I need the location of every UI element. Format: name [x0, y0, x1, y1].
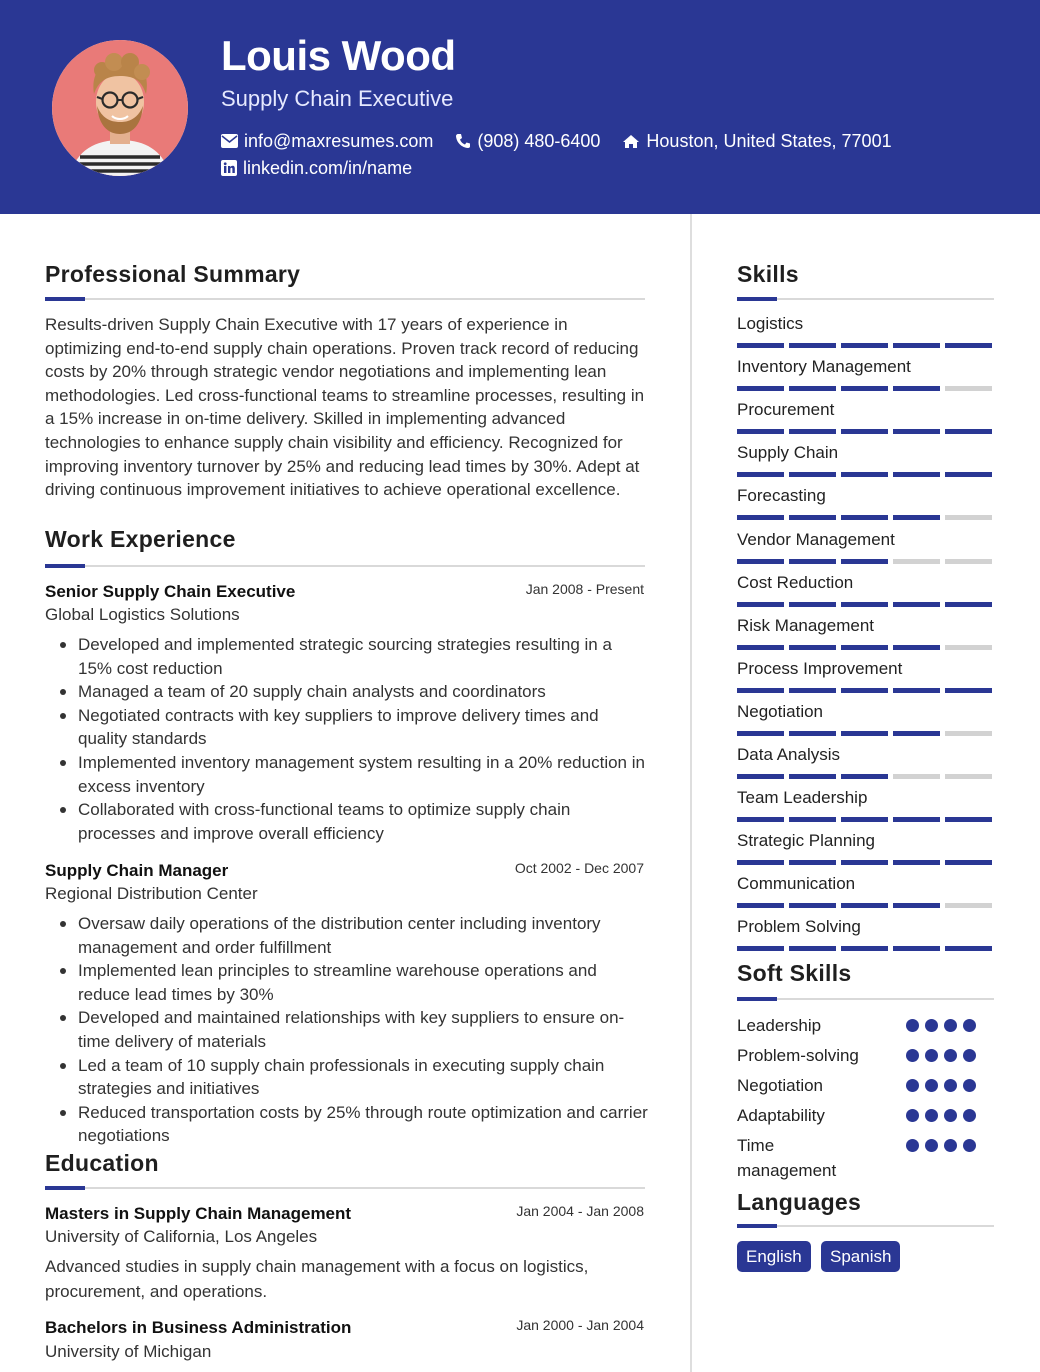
skill-level-segment: [789, 731, 836, 736]
skill-level-segment: [737, 860, 784, 865]
rating-dot: [963, 1109, 976, 1122]
skill-level-segment: [841, 860, 888, 865]
skill-name: Communication: [737, 874, 856, 894]
contact-row: [221, 130, 914, 152]
education-rule: [45, 1187, 645, 1189]
soft-skill-name: Problem-solving: [737, 1046, 859, 1065]
phone-text: (908) 480-6400: [477, 130, 601, 151]
summary-text: Results-driven Supply Chain Executive with 17 years of experience in optimizing end-to-end supply chain operations. Proven track record of reducing costs by 20% through strategic vendor negotiations and implementing lean methodologies. Led cross-functional teams to streamline processes, resulting in a 15% increase in on-time delivery. Skilled in implementing advanced technologies to enhance supply chain visibility and efficiency. Recognized for improving inventory turnover by 25% and reducing lead times by 30%. Adept at driving continuous improvement initiatives to achieve operational excellence.: [45, 315, 645, 500]
skill-level-segment: [893, 472, 940, 477]
skill-level-segment: [945, 429, 992, 434]
location-text: Houston, United States, 77001: [646, 130, 892, 151]
skill-level-segment: [893, 602, 940, 607]
rating-dot: [925, 1079, 938, 1092]
skill-level-segment: [789, 472, 836, 477]
skill-level-segment: [841, 903, 888, 908]
skill-level-segment: [737, 817, 784, 822]
rating-dot: [963, 1049, 976, 1062]
language-badge: English: [737, 1241, 811, 1272]
skill-level-segment: [789, 645, 836, 650]
skills-heading: Skills: [737, 261, 799, 287]
skill-level-segment: [945, 688, 992, 693]
job-title: Senior Supply Chain Executive: [45, 582, 296, 601]
skill-name: Risk Management: [737, 615, 875, 635]
skill-level-segment: [893, 515, 940, 520]
list-item: Managed a team of 20 supply chain analysts and coordinators: [78, 680, 648, 704]
soft-skills-rule: [737, 998, 994, 1000]
skill-level-segment: [893, 731, 940, 736]
skill-level-bar: [737, 860, 993, 865]
skill-level-segment: [945, 903, 992, 908]
skill-level-segment: [789, 946, 836, 951]
degree-description: Advanced studies in supply chain management with a focus on logistics, procurement, and operations.: [45, 1257, 589, 1301]
list-item: Reduced transportation costs by 25% through route optimization and carrier negotiations: [78, 1101, 648, 1148]
skill-name: Data Analysis: [737, 745, 840, 764]
skill-level-segment: [737, 343, 784, 348]
skill-level-segment: [893, 429, 940, 434]
skill-level-segment: [893, 817, 940, 822]
skill-level-segment: [945, 645, 992, 650]
skill-level-bar: [737, 472, 993, 477]
rating-dot: [963, 1139, 976, 1152]
skill-level-bar: [737, 903, 993, 908]
skill-level-bar: [737, 774, 993, 779]
skill-level-segment: [893, 946, 940, 951]
rating-dot: [963, 1019, 976, 1032]
list-item: Negotiated contracts with key suppliers to improve delivery times and quality standards: [78, 704, 648, 751]
skill-level-segment: [789, 817, 836, 822]
rating-dot: [906, 1049, 919, 1062]
job-company: Global Logistics Solutions: [45, 605, 240, 624]
skill-name: Forecasting: [737, 486, 826, 506]
skill-level-segment: [945, 559, 992, 564]
rating-dot: [944, 1049, 957, 1062]
languages-rule: [737, 1225, 994, 1227]
skill-level-bar: [737, 688, 993, 693]
education-heading: Education: [45, 1150, 159, 1176]
rating-dot: [925, 1139, 938, 1152]
skill-level-bar: [737, 515, 993, 520]
soft-skill-name: Time management: [737, 1136, 837, 1180]
skill-level-segment: [945, 386, 992, 391]
linkedin-text: linkedin.com/in/name: [243, 157, 413, 178]
skill-level-segment: [737, 515, 784, 520]
skill-level-segment: [893, 559, 940, 564]
skill-level-bar: [737, 386, 993, 391]
rating-dot: [944, 1109, 957, 1122]
job-bullets: [78, 912, 648, 1148]
job-company: Regional Distribution Center: [45, 884, 258, 903]
job-dates: Jan 2008 - Present: [525, 581, 644, 597]
skill-level-bar: [737, 429, 993, 434]
rating-dot: [906, 1079, 919, 1092]
skill-level-segment: [789, 688, 836, 693]
soft-skill-name: Adaptability: [737, 1106, 825, 1125]
skill-level-bar: [737, 343, 993, 348]
skill-level-segment: [789, 386, 836, 391]
skill-level-segment: [737, 429, 784, 434]
experience-heading: Work Experience: [45, 526, 236, 552]
profile-photo: [52, 40, 188, 176]
skill-level-segment: [841, 429, 888, 434]
skill-level-segment: [945, 774, 992, 779]
skill-level-segment: [841, 774, 888, 779]
language-badge: Spanish: [821, 1241, 900, 1272]
skill-level-segment: [737, 688, 784, 693]
skill-name: Vendor Management: [737, 529, 895, 549]
soft-skills-heading: Soft Skills: [737, 960, 852, 986]
skill-level-segment: [945, 817, 992, 822]
skill-name: Strategic Planning: [737, 831, 875, 851]
rating-dot: [944, 1019, 957, 1032]
skill-level-segment: [945, 343, 992, 348]
skill-level-segment: [841, 817, 888, 822]
skill-level-segment: [841, 946, 888, 951]
skill-level-segment: [841, 645, 888, 650]
skill-level-segment: [893, 860, 940, 865]
skill-level-segment: [945, 515, 992, 520]
skill-name: Team Leadership: [737, 788, 868, 808]
degree-title: Masters in Supply Chain Management: [45, 1204, 352, 1223]
list-item: Developed and implemented strategic sourcing strategies resulting in a 15% cost reduction: [78, 633, 648, 680]
languages-heading: Languages: [737, 1189, 862, 1215]
skill-level-segment: [945, 602, 992, 607]
phone-icon: [455, 133, 471, 149]
skill-level-segment: [841, 731, 888, 736]
phone-contact[interactable]: [455, 131, 600, 152]
column-divider: [690, 214, 692, 1372]
skill-level-segment: [789, 515, 836, 520]
list-item: Developed and maintained relationships with key suppliers to ensure on-time delivery of materials: [78, 1006, 648, 1053]
skill-level-segment: [893, 343, 940, 348]
email-contact[interactable]: [221, 131, 433, 152]
skill-level-segment: [893, 386, 940, 391]
skill-level-bar: [737, 731, 993, 736]
skill-name: Cost Reduction: [737, 572, 854, 592]
rating-dot: [925, 1019, 938, 1032]
skill-level-segment: [841, 602, 888, 607]
rating-dot: [906, 1109, 919, 1122]
skill-name: Procurement: [737, 400, 835, 420]
skill-level-segment: [945, 472, 992, 477]
skill-level-bar: [737, 602, 993, 607]
skill-level-segment: [841, 559, 888, 564]
skill-level-bar: [737, 946, 993, 951]
job-dates: Oct 2002 - Dec 2007: [514, 860, 644, 876]
skill-level-segment: [737, 731, 784, 736]
skill-level-segment: [789, 429, 836, 434]
school-name: University of California, Los Angeles: [45, 1227, 318, 1246]
skill-level-segment: [893, 774, 940, 779]
skill-level-segment: [737, 472, 784, 477]
rating-dot: [906, 1139, 919, 1152]
rating-dot: [963, 1079, 976, 1092]
skill-level-segment: [893, 645, 940, 650]
job-title: Supply Chain Manager: [45, 861, 229, 880]
linkedin-icon: [221, 160, 237, 176]
summary-heading: Professional Summary: [45, 261, 301, 287]
skill-level-segment: [737, 774, 784, 779]
school-name: University of Michigan: [45, 1342, 212, 1361]
location-contact: [622, 131, 891, 152]
skill-level-segment: [789, 903, 836, 908]
skill-level-segment: [841, 343, 888, 348]
linkedin-contact[interactable]: [221, 158, 412, 179]
degree-dates: Jan 2004 - Jan 2008: [516, 1203, 644, 1219]
skill-level-segment: [737, 602, 784, 607]
envelope-icon: [221, 134, 238, 148]
skill-level-segment: [945, 731, 992, 736]
list-item: Led a team of 10 supply chain professionals in executing supply chain strategies and initiatives: [78, 1054, 648, 1101]
skill-level-segment: [737, 386, 784, 391]
list-item: Implemented inventory management system resulting in a 20% reduction in excess inventory: [78, 751, 648, 798]
skill-level-segment: [737, 946, 784, 951]
rating-dot: [925, 1049, 938, 1062]
skill-level-segment: [737, 559, 784, 564]
contact-row-2: [221, 157, 434, 179]
skill-level-segment: [945, 946, 992, 951]
skill-level-segment: [789, 602, 836, 607]
rating-dot: [906, 1019, 919, 1032]
skill-level-segment: [789, 343, 836, 348]
home-icon: [622, 134, 640, 149]
skill-level-bar: [737, 645, 993, 650]
skill-level-segment: [841, 472, 888, 477]
skills-rule: [737, 298, 994, 300]
soft-skill-name: Leadership: [737, 1016, 822, 1035]
skill-level-segment: [841, 515, 888, 520]
list-item: Implemented lean principles to streamline warehouse operations and reduce lead times by 30%: [78, 959, 648, 1006]
rating-dot: [944, 1139, 957, 1152]
skill-name: Inventory Management: [737, 357, 911, 377]
candidate-title: Supply Chain Executive: [221, 86, 454, 111]
job-bullets: [78, 633, 648, 845]
email-text: info@maxresumes.com: [244, 130, 434, 151]
degree-title: Bachelors in Business Administration: [45, 1318, 352, 1337]
skill-name: Process Improvement: [737, 658, 903, 678]
skill-level-segment: [737, 645, 784, 650]
experience-rule: [45, 565, 645, 567]
resume-header: [0, 0, 1040, 214]
skill-level-segment: [841, 688, 888, 693]
candidate-name: Louis Wood: [221, 32, 456, 79]
skill-name: Problem Solving: [737, 917, 861, 937]
degree-dates: Jan 2000 - Jan 2004: [516, 1317, 644, 1333]
skill-level-segment: [893, 903, 940, 908]
skill-level-bar: [737, 559, 993, 564]
skill-level-segment: [945, 860, 992, 865]
skill-name: Supply Chain: [737, 443, 839, 463]
rating-dot: [925, 1109, 938, 1122]
skill-level-bar: [737, 817, 993, 822]
soft-skill-name: Negotiation: [737, 1076, 824, 1095]
skill-level-segment: [789, 860, 836, 865]
skill-level-segment: [841, 386, 888, 391]
skill-level-segment: [789, 559, 836, 564]
skill-name: Negotiation: [737, 701, 824, 721]
list-item: Collaborated with cross-functional teams to optimize supply chain processes and improve overall efficiency: [78, 798, 648, 845]
summary-rule: [45, 298, 645, 300]
skill-level-segment: [893, 688, 940, 693]
skill-level-segment: [789, 774, 836, 779]
skill-level-segment: [737, 903, 784, 908]
skill-name: Logistics: [737, 314, 804, 333]
rating-dot: [944, 1079, 957, 1092]
list-item: Oversaw daily operations of the distribution center including inventory management and order fulfillment: [78, 912, 648, 959]
